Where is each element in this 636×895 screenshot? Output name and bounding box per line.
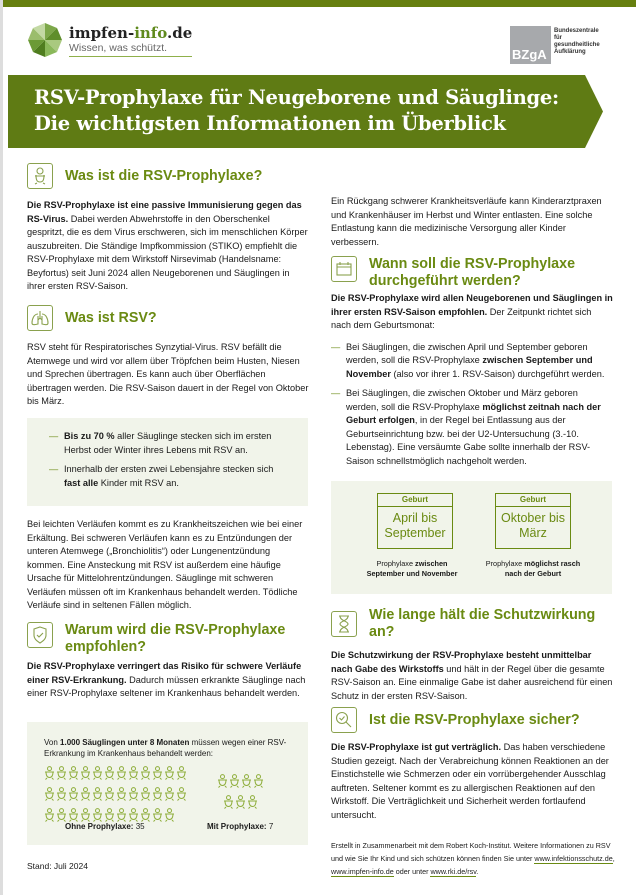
baby-icon bbox=[176, 766, 187, 785]
without-label: Ohne Prophylaxe: 35 bbox=[65, 822, 145, 831]
baby-icon bbox=[104, 787, 115, 806]
baby-icon bbox=[176, 787, 187, 806]
facts-box bbox=[27, 418, 308, 506]
baby-icon bbox=[68, 766, 79, 785]
left-edge bbox=[0, 0, 3, 895]
link-rki[interactable]: www.rki.de/rsv bbox=[430, 867, 477, 876]
paragraph: RSV steht für Respiratorisches Synzytial-Virus. RSV befällt die Atemwege und wird vor allem über Tröpfchen beim Husten, Niesen und Sprechen übertragen. Es kann auch über Oberflächen übertragen werden. Die RSV-Saison dauert in der Regel von Oktober bis März. bbox=[27, 342, 309, 406]
section-what-is-prophylaxis bbox=[27, 163, 309, 294]
shield-check-icon bbox=[27, 622, 53, 648]
paragraph: Die RSV-Prophylaxe ist gut verträglich. Das haben verschiedene Studien gezeigt. Nach der Verabreichung können Reaktionen an der Einstichstelle wie Schmerzen oder ein vorrübergehender Ausschlag auftreten. Seltener kommt es zu allergischen Reaktionen auf den Wirkstoff. Die Verträglichkeit und Sicherheit werden fortlaufend untersucht. bbox=[331, 742, 609, 820]
title-banner bbox=[8, 75, 603, 148]
fact-item: — Innerhalb der ersten zwei Lebensjahre stecken sich fast alle Kinder mit RSV an. bbox=[49, 463, 279, 490]
baby-icon bbox=[164, 766, 175, 785]
baby-icon bbox=[217, 774, 228, 793]
card-april-september: Geburt April bis September Prophylaxe zwischen September und November bbox=[366, 495, 458, 578]
paragraph: Die RSV-Prophylaxe verringert das Risiko für schwere Verläufe einer RSV-Erkrankung. Dadurch müssen erkrankte Säuglinge nach einer RSV-Prophylaxe seltener im Krankenhaus behandelt werden. bbox=[27, 661, 306, 698]
section-heading: Was ist die RSV-Prophylaxe? bbox=[65, 167, 263, 184]
impfen-info-logo[interactable] bbox=[27, 22, 192, 58]
section-what-is-rsv bbox=[27, 305, 309, 409]
baby-icon bbox=[152, 787, 163, 806]
baby-icon bbox=[116, 766, 127, 785]
logo-tagline: Wissen, was schützt. bbox=[69, 42, 192, 57]
baby-icon bbox=[229, 774, 240, 793]
section-safety bbox=[331, 707, 613, 822]
baby-icon bbox=[116, 787, 127, 806]
timing-item: — Bei Säuglingen, die zwischen April und September geboren werden, soll die RSV-Prophylaxe zwischen September und November (also vor ihrer 1. RSV-Saison) durchgeführt werden. bbox=[331, 341, 613, 382]
section-heading: Wann soll die RSV-Prophylaxe durchgeführt werden? bbox=[369, 256, 576, 289]
paragraph: Die RSV-Prophylaxe ist eine passive Immunisierung gegen das RS-Virus. Dabei werden Abwehrstoffe in den Oberschenkel gespritzt, die es dem Virus erschweren, sich im menschlichen Körper auszubreiten. Die Ständige Impfkommission (STIKO) empfiehlt die RSV-Prophylaxe mit dem Wirkstoff Nirsevimab (Handelsname: Beyfortus) seit Juni 2024 allen Neugeborenen und Säuglingen in ihrer ersten RSV-Saison. bbox=[27, 200, 308, 291]
baby-icon bbox=[44, 787, 55, 806]
baby-icon bbox=[223, 795, 234, 814]
baby-icon bbox=[92, 787, 103, 806]
logo-name: impfen-info.de bbox=[69, 23, 193, 42]
calendar-icon bbox=[331, 256, 357, 282]
stand-date: Stand: Juli 2024 bbox=[27, 861, 88, 871]
section-heading: Warum wird die RSV-Prophylaxe empfohlen? bbox=[65, 622, 286, 655]
baby-icon bbox=[68, 787, 79, 806]
timing-infographic bbox=[331, 481, 612, 594]
paragraph: Die Schutzwirkung der RSV-Prophylaxe besteht unmittelbar nach Gabe des Wirkstoffs und hält in der Regel über die gesamte RSV-Saison an. Eine einmalige Gabe ist daher ausreichend für einen Schutz in der ersten RSV-Saison. bbox=[331, 650, 613, 701]
baby-icon bbox=[152, 766, 163, 785]
with-label: Mit Prophylaxe: 7 bbox=[207, 822, 274, 831]
magnifier-check-icon bbox=[331, 707, 357, 733]
baby-icon bbox=[27, 163, 53, 189]
baby-icon bbox=[164, 787, 175, 806]
section-heading: Was ist RSV? bbox=[65, 309, 157, 326]
infographic-caption: Von 1.000 Säuglingen unter 8 Monaten müssen wegen einer RSV-Erkrankung im Krankenhaus behandelt werden: bbox=[44, 738, 287, 758]
babies-without-prophylaxis bbox=[44, 766, 189, 827]
baby-icon bbox=[92, 766, 103, 785]
baby-icon bbox=[128, 766, 139, 785]
hourglass-icon bbox=[331, 611, 357, 637]
baby-icon bbox=[44, 766, 55, 785]
section-why-recommended bbox=[27, 622, 309, 701]
baby-icon bbox=[56, 787, 67, 806]
baby-icon bbox=[253, 774, 264, 793]
section-heading: Ist die RSV-Prophylaxe sicher? bbox=[369, 711, 580, 728]
fact-item: — Bis zu 70 % aller Säuglinge stecken sich im ersten Herbst oder Winter ihres Lebens mit RSV an. bbox=[49, 430, 279, 457]
baby-icon bbox=[44, 808, 55, 827]
baby-icon bbox=[140, 787, 151, 806]
bzga-abbr: BZgA bbox=[510, 26, 551, 64]
card-oktober-maerz: Geburt Oktober bis März Prophylaxe möglichst rasch nach der Geburt bbox=[485, 495, 581, 578]
link-infektionsschutz[interactable]: www.infektionsschutz.de bbox=[534, 854, 613, 863]
babies-with-prophylaxis bbox=[213, 774, 267, 814]
baby-icon bbox=[80, 787, 91, 806]
section-when bbox=[331, 256, 613, 474]
page-title: RSV-Prophylaxe für Neugeborene und Säuglinge: Die wichtigsten Informationen im Überblick bbox=[34, 86, 559, 135]
baby-icon bbox=[128, 787, 139, 806]
umbrella-logo-icon bbox=[27, 22, 63, 58]
paragraph-relief: Ein Rückgang schwerer Krankheitsverläufe kann Kinderarztpraxen und Krankenhäuser im Herbst und Winter entlasten. Eine solche Entlastung kann die medizinische Versorgung aller Kinder verbessern. bbox=[331, 196, 602, 247]
baby-icon bbox=[56, 766, 67, 785]
baby-icon bbox=[241, 774, 252, 793]
paragraph: Die RSV-Prophylaxe wird allen Neugeborenen und Säuglingen in ihrer ersten RSV-Saison empfohlen. Der Zeitpunkt richtet sich nach dem Geburtsmonat: bbox=[331, 293, 613, 330]
top-bar bbox=[0, 0, 636, 7]
baby-icon bbox=[152, 808, 163, 827]
link-impfen-info[interactable]: www.impfen-info.de bbox=[331, 867, 394, 876]
section-duration bbox=[331, 607, 613, 703]
baby-icon bbox=[235, 795, 246, 814]
hospitalization-infographic bbox=[27, 722, 308, 845]
paragraph-course: Bei leichten Verläufen kommt es zu Krankheitszeichen wie bei einer Erkältung. Bei schweren Verläufen kann es zu Entzündungen der unteren Atemwege („Bronchiolitis“) oder Lungenentzündung kommen. Eine Ansteckung mit RSV ist außerdem eine häufige Ursache für Mittelohrentzündungen. Säuglinge mit schweren Verläufen müssen oft im Krankenhaus behandelt werden. Tödliche Verläufe sind in seltenen Fällen möglich. bbox=[27, 519, 303, 610]
section-heading: Wie lange hält die Schutzwirkung an? bbox=[369, 607, 596, 640]
footer-note: Erstellt in Zusammenarbeit mit dem Robert Koch-Institut. Weitere Informationen zu RSV und wie Sie Ihr Kind und sich schützen können finden Sie unter www.infektionsschutz.de, www.impfen-info.de oder unter www.rki.de/rsv. bbox=[331, 841, 615, 876]
baby-icon bbox=[247, 795, 258, 814]
bzga-logo[interactable] bbox=[510, 26, 600, 64]
baby-icon bbox=[104, 766, 115, 785]
bzga-name: Bundeszentrale für gesundheitliche Aufklärung bbox=[554, 28, 600, 55]
baby-icon bbox=[80, 766, 91, 785]
baby-icon bbox=[140, 766, 151, 785]
lungs-icon bbox=[27, 305, 53, 331]
baby-icon bbox=[164, 808, 175, 827]
timing-item: — Bei Säuglingen, die zwischen Oktober und März geboren werden, soll die RSV-Prophylaxe möglichst zeitnah nach der Geburt erfolgen, in der Regel bei Entlassung aus der Geburtseinrichtung bzw. bei der U2-Untersuchung (3.-10. Lebenstag). Eine versäumte Gabe sollte innerhalb der RSV-Saison schnellstmöglich nachgeholt werden. bbox=[331, 387, 613, 468]
